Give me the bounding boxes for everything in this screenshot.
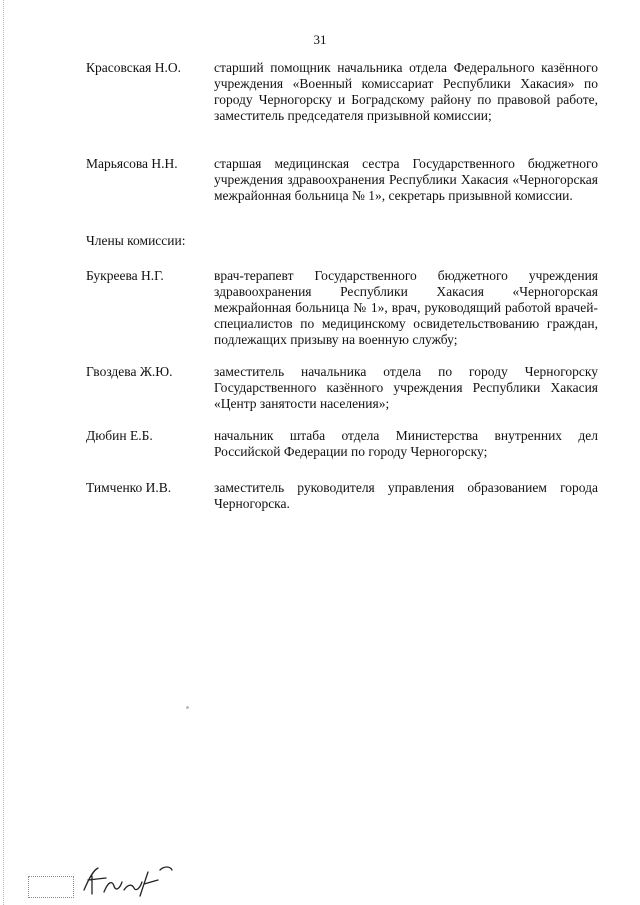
- page-number: 31: [313, 32, 327, 47]
- signature-icon: [78, 858, 178, 902]
- members-heading: Члены комиссии:: [86, 233, 186, 248]
- member-name: Тимченко И.В.: [86, 480, 172, 495]
- member-name: Дюбин Е.Б.: [86, 428, 153, 443]
- entry-role: старший помощник начальника отдела Федерального казённого учреждения «Военный комиссариат Республики Хакасия» по городу Черногорску и Боградскому району по правовой работе, заместитель председателя призывной комиссии;: [214, 60, 598, 123]
- member-name: Гвоздева Ж.Ю.: [86, 364, 173, 379]
- entry-name: Красовская Н.О.: [86, 60, 181, 75]
- member-name: Букреева Н.Г.: [86, 268, 164, 283]
- member-role: заместитель начальника отдела по городу Черногорску Государственного казённого учреждения Республики Хакасия «Центр занятости населения»;: [214, 364, 598, 411]
- scan-edge-dots: [3, 0, 4, 905]
- member-role: врач-терапевт Государственного бюджетного учреждения здравоохранения Республики Хакасия «Черногорская межрайонная больница № 1», врач, руководящий работой врачей-специалистов по медицинскому освидетельствованию граждан, подлежащих призыву на военную службу;: [214, 268, 598, 347]
- member-role: заместитель руководителя управления образованием города Черногорска.: [214, 480, 598, 511]
- scan-dot: [186, 706, 189, 709]
- stamp-box: [28, 876, 74, 898]
- member-role: начальник штаба отдела Министерства внутренних дел Российской Федерации по городу Черногорску;: [214, 428, 598, 459]
- entry-name: Марьясова Н.Н.: [86, 156, 178, 171]
- entry-role: старшая медицинская сестра Государственного бюджетного учреждения здравоохранения Республики Хакасия «Черногорская межрайонная больница № 1», секретарь призывной комиссии.: [214, 156, 598, 203]
